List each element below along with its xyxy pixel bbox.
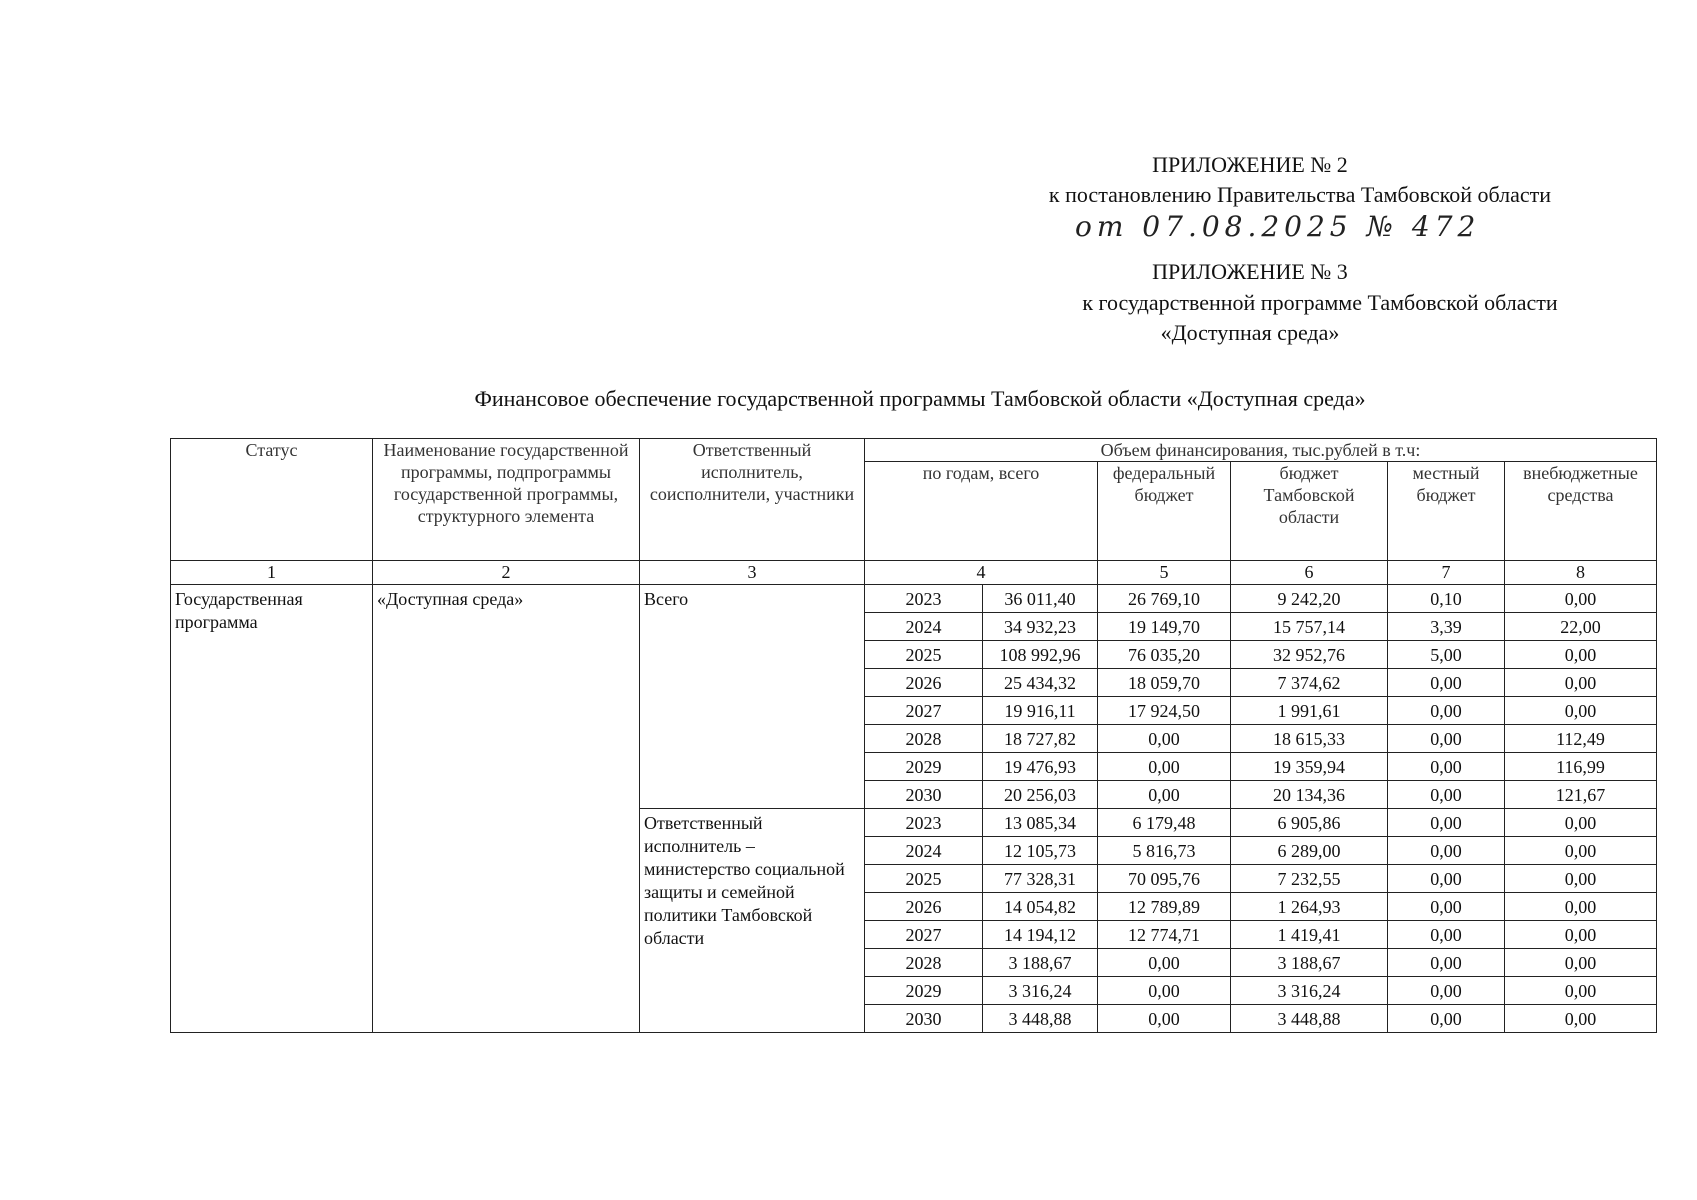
year-cell: 2030 bbox=[865, 1005, 983, 1033]
local-cell: 0,00 bbox=[1388, 865, 1505, 893]
total-cell: 19 476,93 bbox=[983, 753, 1098, 781]
total-cell: 18 727,82 bbox=[983, 725, 1098, 753]
total-cell: 13 085,34 bbox=[983, 809, 1098, 837]
year-cell: 2023 bbox=[865, 585, 983, 613]
regional-cell: 9 242,20 bbox=[1231, 585, 1388, 613]
local-cell: 5,00 bbox=[1388, 641, 1505, 669]
total-cell: 14 194,12 bbox=[983, 921, 1098, 949]
appendix3-subtitle: к государственной программе Тамбовской области bbox=[1082, 290, 1558, 315]
federal-cell: 6 179,48 bbox=[1098, 809, 1231, 837]
program-name-cell: «Доступная среда» bbox=[373, 585, 640, 1033]
total-cell: 36 011,40 bbox=[983, 585, 1098, 613]
federal-cell: 12 789,89 bbox=[1098, 893, 1231, 921]
header-name: Наименование государственной программы, подпрограммы государственной программы, структурного элемента bbox=[373, 439, 640, 561]
extra-cell: 0,00 bbox=[1505, 837, 1657, 865]
column-number: 2 bbox=[373, 561, 640, 585]
regional-cell: 19 359,94 bbox=[1231, 753, 1388, 781]
total-cell: 12 105,73 bbox=[983, 837, 1098, 865]
handwritten-date: от 07.08.2025 № 472 bbox=[1075, 210, 1481, 243]
year-cell: 2028 bbox=[865, 949, 983, 977]
total-cell: 3 448,88 bbox=[983, 1005, 1098, 1033]
year-cell: 2029 bbox=[865, 977, 983, 1005]
year-cell: 2028 bbox=[865, 725, 983, 753]
total-cell: 3 316,24 bbox=[983, 977, 1098, 1005]
local-cell: 0,00 bbox=[1388, 977, 1505, 1005]
year-cell: 2026 bbox=[865, 669, 983, 697]
regional-cell: 7 374,62 bbox=[1231, 669, 1388, 697]
appendix2-title: ПРИЛОЖЕНИЕ № 2 bbox=[1152, 152, 1348, 177]
header-federal: федеральный бюджет bbox=[1098, 462, 1231, 561]
regional-cell: 6 289,00 bbox=[1231, 837, 1388, 865]
appendix2-subtitle: к постановлению Правительства Тамбовской области bbox=[1048, 182, 1552, 207]
extra-cell: 0,00 bbox=[1505, 1005, 1657, 1033]
extra-cell: 0,00 bbox=[1505, 921, 1657, 949]
extra-cell: 116,99 bbox=[1505, 753, 1657, 781]
extra-cell: 112,49 bbox=[1505, 725, 1657, 753]
table-row bbox=[171, 585, 1657, 613]
extra-cell: 0,00 bbox=[1505, 669, 1657, 697]
extra-cell: 0,00 bbox=[1505, 697, 1657, 725]
column-number: 1 bbox=[171, 561, 373, 585]
federal-cell: 0,00 bbox=[1098, 1005, 1231, 1033]
local-cell: 0,00 bbox=[1388, 781, 1505, 809]
appendix3-program: «Доступная среда» bbox=[1160, 320, 1340, 345]
extra-cell: 0,00 bbox=[1505, 893, 1657, 921]
document-title: Финансовое обеспечение государственной программы Тамбовской области «Доступная среда» bbox=[474, 386, 1366, 411]
local-cell: 0,00 bbox=[1388, 1005, 1505, 1033]
total-cell: 108 992,96 bbox=[983, 641, 1098, 669]
local-cell: 3,39 bbox=[1388, 613, 1505, 641]
executor-cell: Ответственный исполнитель – министерство социальной защиты и семейной политики Тамбовской области bbox=[640, 809, 865, 1033]
extra-cell: 0,00 bbox=[1505, 641, 1657, 669]
header-by-years: по годам, всего bbox=[865, 462, 1098, 561]
local-cell: 0,00 bbox=[1388, 837, 1505, 865]
year-cell: 2024 bbox=[865, 837, 983, 865]
local-cell: 0,00 bbox=[1388, 753, 1505, 781]
regional-cell: 7 232,55 bbox=[1231, 865, 1388, 893]
year-cell: 2023 bbox=[865, 809, 983, 837]
federal-cell: 18 059,70 bbox=[1098, 669, 1231, 697]
year-cell: 2027 bbox=[865, 921, 983, 949]
total-cell: 14 054,82 bbox=[983, 893, 1098, 921]
year-cell: 2027 bbox=[865, 697, 983, 725]
column-number: 8 bbox=[1505, 561, 1657, 585]
total-cell: 25 434,32 bbox=[983, 669, 1098, 697]
executor-cell: Всего bbox=[640, 585, 865, 809]
extra-cell: 0,00 bbox=[1505, 809, 1657, 837]
extra-cell: 0,00 bbox=[1505, 585, 1657, 613]
federal-cell: 0,00 bbox=[1098, 753, 1231, 781]
regional-cell: 3 188,67 bbox=[1231, 949, 1388, 977]
extra-cell: 0,00 bbox=[1505, 865, 1657, 893]
year-cell: 2029 bbox=[865, 753, 983, 781]
year-cell: 2030 bbox=[865, 781, 983, 809]
status-cell: Государственная программа bbox=[171, 585, 373, 1033]
federal-cell: 12 774,71 bbox=[1098, 921, 1231, 949]
header-status: Статус bbox=[171, 439, 373, 561]
total-cell: 3 188,67 bbox=[983, 949, 1098, 977]
column-number: 7 bbox=[1388, 561, 1505, 585]
regional-cell: 1 419,41 bbox=[1231, 921, 1388, 949]
header-row-1 bbox=[171, 439, 1657, 462]
regional-cell: 1 991,61 bbox=[1231, 697, 1388, 725]
regional-cell: 32 952,76 bbox=[1231, 641, 1388, 669]
regional-cell: 1 264,93 bbox=[1231, 893, 1388, 921]
total-cell: 34 932,23 bbox=[983, 613, 1098, 641]
header-regional: бюджет Тамбовской области bbox=[1231, 462, 1388, 561]
regional-cell: 15 757,14 bbox=[1231, 613, 1388, 641]
header-funding: Объем финансирования, тыс.рублей в т.ч: bbox=[865, 439, 1657, 462]
regional-cell: 3 448,88 bbox=[1231, 1005, 1388, 1033]
total-cell: 19 916,11 bbox=[983, 697, 1098, 725]
column-number: 6 bbox=[1231, 561, 1388, 585]
header-executor: Ответственный исполнитель, соисполнители, участники bbox=[640, 439, 865, 561]
column-number: 5 bbox=[1098, 561, 1231, 585]
financing-table bbox=[170, 438, 1657, 1033]
year-cell: 2024 bbox=[865, 613, 983, 641]
local-cell: 0,10 bbox=[1388, 585, 1505, 613]
federal-cell: 19 149,70 bbox=[1098, 613, 1231, 641]
year-cell: 2026 bbox=[865, 893, 983, 921]
federal-cell: 17 924,50 bbox=[1098, 697, 1231, 725]
regional-cell: 18 615,33 bbox=[1231, 725, 1388, 753]
federal-cell: 70 095,76 bbox=[1098, 865, 1231, 893]
federal-cell: 5 816,73 bbox=[1098, 837, 1231, 865]
local-cell: 0,00 bbox=[1388, 809, 1505, 837]
local-cell: 0,00 bbox=[1388, 697, 1505, 725]
federal-cell: 0,00 bbox=[1098, 725, 1231, 753]
federal-cell: 0,00 bbox=[1098, 949, 1231, 977]
extra-cell: 22,00 bbox=[1505, 613, 1657, 641]
local-cell: 0,00 bbox=[1388, 921, 1505, 949]
regional-cell: 20 134,36 bbox=[1231, 781, 1388, 809]
header-local: местный бюджет bbox=[1388, 462, 1505, 561]
extra-cell: 0,00 bbox=[1505, 977, 1657, 1005]
local-cell: 0,00 bbox=[1388, 949, 1505, 977]
local-cell: 0,00 bbox=[1388, 893, 1505, 921]
appendix3-title: ПРИЛОЖЕНИЕ № 3 bbox=[1152, 259, 1348, 284]
header-extra: внебюджетные средства bbox=[1505, 462, 1657, 561]
total-cell: 77 328,31 bbox=[983, 865, 1098, 893]
column-number: 4 bbox=[865, 561, 1098, 585]
column-numbers-row bbox=[171, 561, 1657, 585]
extra-cell: 121,67 bbox=[1505, 781, 1657, 809]
total-cell: 20 256,03 bbox=[983, 781, 1098, 809]
local-cell: 0,00 bbox=[1388, 669, 1505, 697]
local-cell: 0,00 bbox=[1388, 725, 1505, 753]
federal-cell: 0,00 bbox=[1098, 977, 1231, 1005]
column-number: 3 bbox=[640, 561, 865, 585]
federal-cell: 0,00 bbox=[1098, 781, 1231, 809]
regional-cell: 3 316,24 bbox=[1231, 977, 1388, 1005]
federal-cell: 76 035,20 bbox=[1098, 641, 1231, 669]
regional-cell: 6 905,86 bbox=[1231, 809, 1388, 837]
federal-cell: 26 769,10 bbox=[1098, 585, 1231, 613]
year-cell: 2025 bbox=[865, 641, 983, 669]
extra-cell: 0,00 bbox=[1505, 949, 1657, 977]
year-cell: 2025 bbox=[865, 865, 983, 893]
